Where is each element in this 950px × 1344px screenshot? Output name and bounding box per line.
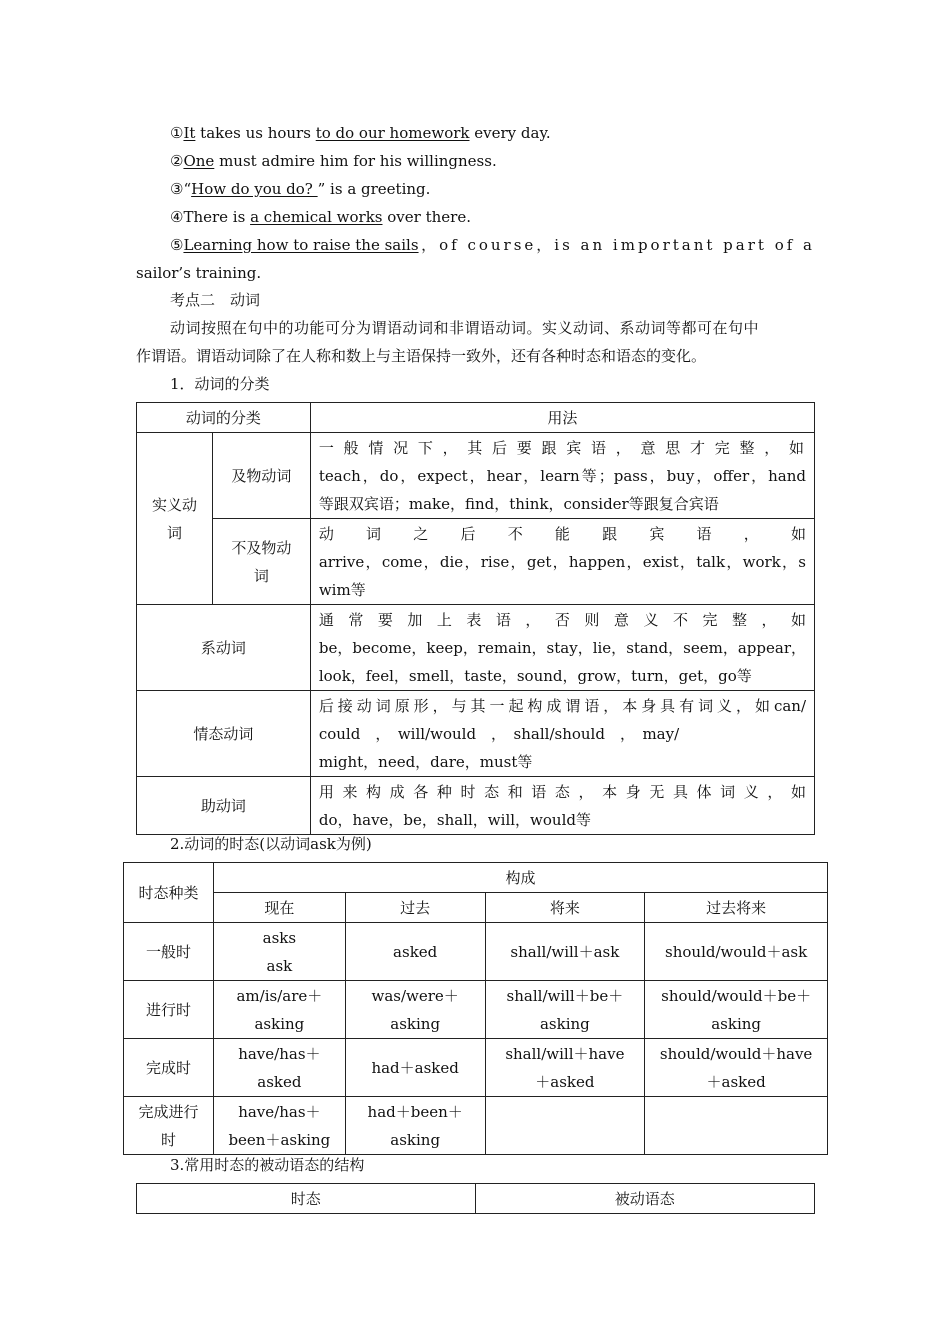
example-4 [170, 207, 471, 227]
row-label: 及物动词 [212, 433, 310, 519]
table-cell: should/would＋ask [645, 923, 828, 981]
sentence-text: ” is a greeting. [317, 180, 431, 198]
section-paragraph-line-2: 作谓语。谓语动词除了在人称和数上与主语保持一致外，还有各种时态和语态的变化。 [136, 347, 707, 365]
table-cell: should/would＋be＋ asking [645, 981, 828, 1039]
example-1 [170, 123, 551, 143]
column-header: 将来 [485, 893, 645, 923]
row-label: 一般时 [124, 923, 214, 981]
table-row [124, 923, 828, 981]
table-cell: shall/will＋ask [485, 923, 645, 981]
sentence-text: ，of course，is an important part of a [421, 236, 815, 254]
table-cell-empty [485, 1097, 645, 1155]
header-passive-voice: 被动语态 [475, 1184, 815, 1214]
column-header: 现在 [213, 893, 345, 923]
row-label: 助动词 [137, 777, 311, 835]
underlined-phrase: to do our homework [315, 124, 470, 142]
example-number: ⑤ [170, 236, 184, 254]
column-header: 过去 [345, 893, 485, 923]
example-3 [170, 179, 430, 199]
column-header: 过去将来 [645, 893, 828, 923]
sentence-text: “ [183, 180, 192, 198]
table-cell: have/has＋ been＋asking [213, 1097, 345, 1155]
table-row [137, 519, 815, 605]
header-usage: 用法 [310, 403, 814, 433]
row-label: 情态动词 [137, 691, 311, 777]
table-cell: have/has＋ asked [213, 1039, 345, 1097]
sentence-text: must admire him for his willingness. [214, 152, 497, 170]
section-paragraph-line-1: 动词按照在句中的功能可分为谓语动词和非谓语动词。实义动词、系动词等都可在句中 [170, 319, 760, 337]
example-number: ④ [170, 208, 184, 226]
sentence-text: every day. [469, 124, 551, 142]
row-label: 完成时 [124, 1039, 214, 1097]
example-number: ③ [170, 180, 184, 198]
subsection-title: 1．动词的分类 [170, 375, 270, 393]
notional-verb-label: 实义动词 [137, 433, 213, 605]
section-title: 考点二 动词 [170, 291, 261, 309]
table-header-row [124, 863, 828, 893]
table-header-row [137, 1184, 815, 1214]
underlined-phrase: a chemical works [250, 208, 383, 226]
underlined-phrase: One [183, 152, 215, 170]
example-number: ② [170, 152, 184, 170]
header-form: 构成 [213, 863, 827, 893]
header-tense: 时态 [137, 1184, 476, 1214]
row-label: 完成进行时 [124, 1097, 214, 1155]
table-cell: shall/will＋be＋ asking [485, 981, 645, 1039]
subsection-title: 3.常用时态的被动语态的结构 [170, 1156, 365, 1174]
example-5 [170, 235, 815, 255]
table-row [137, 433, 815, 519]
table-cell-empty [645, 1097, 828, 1155]
header-tense-type: 时态种类 [124, 863, 214, 923]
table-row [137, 777, 815, 835]
table-cell: asks ask [213, 923, 345, 981]
sentence-text: over there. [382, 208, 471, 226]
table-cell: had＋been＋ asking [345, 1097, 485, 1155]
underlined-phrase: How do you do? [191, 180, 318, 198]
underlined-phrase: It [183, 124, 196, 142]
example-5-continued: sailor’s training. [136, 264, 262, 282]
usage-cell: 动词之后不能跟宾语，如 arrive，come，die，rise，get，happen，exist，talk，work，s wim等 [310, 519, 814, 605]
row-label: 系动词 [137, 605, 311, 691]
table-row [124, 1039, 828, 1097]
passive-voice-table [136, 1183, 815, 1214]
table-row [124, 1097, 828, 1155]
header-class: 动词的分类 [137, 403, 311, 433]
table-row [137, 691, 815, 777]
underlined-phrase: Learning how to raise the sails [183, 236, 419, 254]
sentence-text: There is [183, 208, 251, 226]
verb-classification-table [136, 402, 815, 835]
row-label: 进行时 [124, 981, 214, 1039]
tense-table [123, 862, 828, 1155]
usage-cell: 用来构成各种时态和语态，本身无具体词义，如 do，have，be，shall，will，would等 [310, 777, 814, 835]
table-cell: should/would＋have ＋asked [645, 1039, 828, 1097]
example-number: ① [170, 124, 184, 142]
table-cell: am/is/are＋ asking [213, 981, 345, 1039]
usage-cell: 通常要加上表语，否则意义不完整，如 be，become，keep，remain，stay，lie，stand，seem，appear， look，feel，smell，taste，sound，grow，turn，get，go等 [310, 605, 814, 691]
table-header-row [137, 403, 815, 433]
usage-cell: 一般情况下，其后要跟宾语，意思才完整，如 teach，do，expect，hear，learn等；pass，buy，offer，hand 等跟双宾语；make，find，think，consider等跟复合宾语 [310, 433, 814, 519]
table-cell: shall/will＋have ＋asked [485, 1039, 645, 1097]
usage-cell: 后接动词原形，与其一起构成谓语，本身具有词义，如can/ could ， will/would ， shall/should ， may/ might，need，dare，must等 [310, 691, 814, 777]
table-row [137, 605, 815, 691]
table-cell: had＋asked [345, 1039, 485, 1097]
subsection-title: 2.动词的时态(以动词ask为例) [170, 835, 372, 853]
example-2 [170, 151, 497, 171]
table-cell: was/were＋ asking [345, 981, 485, 1039]
sentence-text: takes us hours [195, 124, 316, 142]
row-label: 不及物动词 [212, 519, 310, 605]
table-subheader-row [124, 893, 828, 923]
table-row [124, 981, 828, 1039]
table-cell: asked [345, 923, 485, 981]
